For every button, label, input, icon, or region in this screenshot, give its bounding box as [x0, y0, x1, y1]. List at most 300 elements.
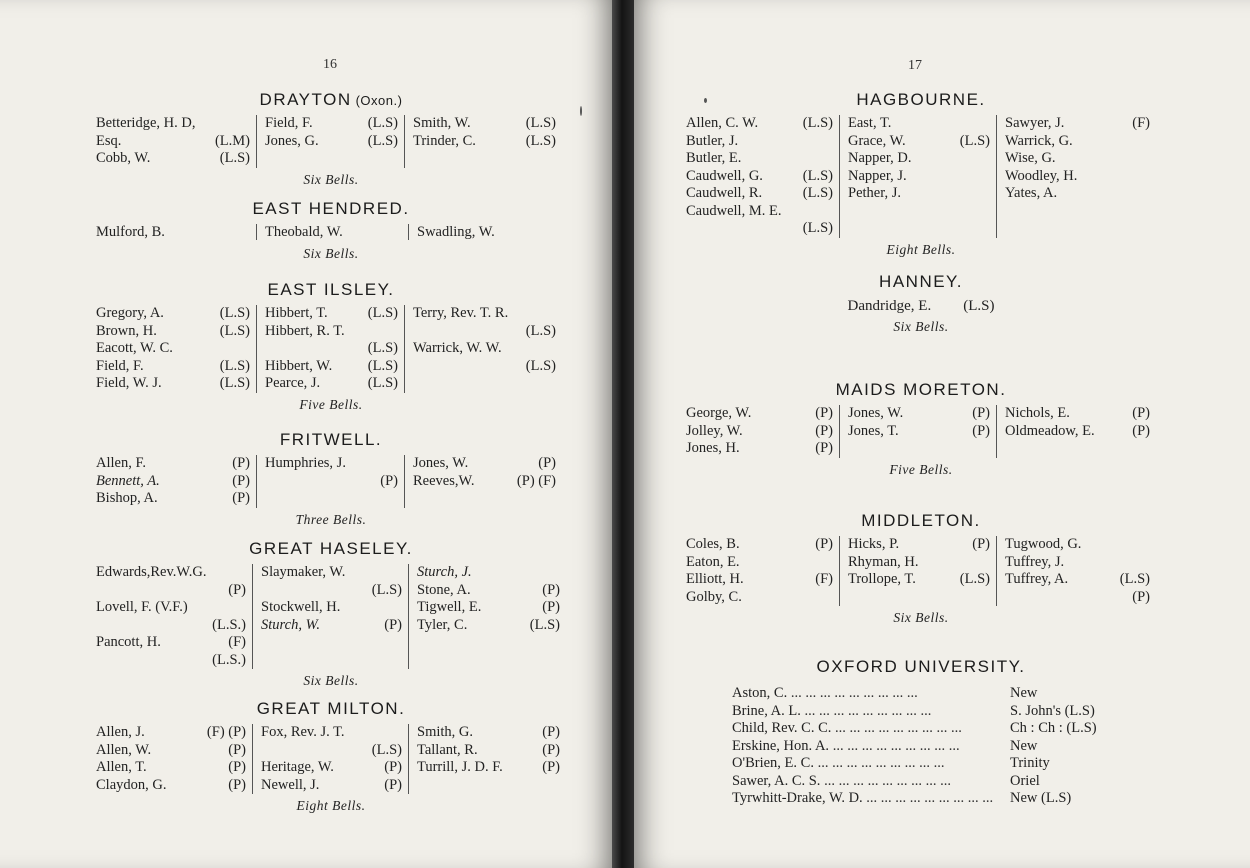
ringer-tag: (P): [384, 616, 402, 633]
ringer-entry: [1005, 133, 1156, 151]
section-hanney: [686, 272, 1156, 335]
ringer-name: George, W.: [686, 405, 752, 421]
ringer-column: [839, 536, 996, 606]
ringer-entry: [96, 634, 252, 652]
ringer-columns: [686, 115, 1156, 238]
ringer-tag: (L.S): [371, 581, 402, 598]
ringer-tag: (P): [542, 581, 560, 598]
ringer-name: Hibbert, W.: [265, 357, 333, 374]
ringer-name: Oldmeadow, E.: [1005, 422, 1095, 439]
ringer-entry: [686, 298, 1156, 315]
ringer-name: Golby, C.: [686, 588, 742, 605]
ringer-entry: [1005, 423, 1156, 441]
ringer-column: [996, 115, 1156, 238]
ringer-tag: (L.S): [529, 616, 560, 633]
ringer-name: Lovell, F. (V.F.): [96, 599, 188, 615]
section-title: [686, 380, 1156, 400]
ringer-name: Eaton, E.: [686, 553, 740, 570]
bells-count: Six Bells.: [303, 171, 359, 187]
ringer-entry: [417, 564, 566, 582]
ringer-name: Stockwell, H.: [261, 599, 341, 615]
section-maids-moreton: [686, 380, 1156, 478]
member-name: Child, Rev. C. C. ... .: [732, 720, 1010, 738]
ringer-tag: [829, 203, 839, 221]
college-name: Trinity: [1010, 755, 1050, 771]
ringer-tag: [398, 564, 408, 582]
ringer-name: Heritage, W.: [261, 759, 334, 775]
ringer-tag: (L.S): [802, 185, 833, 201]
ringer-tag: (L.S): [219, 375, 250, 391]
ringer-tag: [398, 724, 408, 742]
bells-count: Three Bells.: [295, 511, 367, 527]
college-name: S. John's (L.S): [1010, 702, 1095, 719]
ringer-tag: [246, 224, 256, 242]
ringer-column: [252, 564, 408, 669]
member-name: Sawer, A. C. S. ... .: [732, 773, 1010, 791]
ringer-entry: [96, 323, 256, 341]
university-entry: [732, 720, 1156, 738]
ringer-tag: [986, 115, 996, 133]
ringer-entry: [848, 115, 996, 133]
ringer-entry: [686, 536, 839, 554]
section-oxford-university: [686, 657, 1156, 808]
ringer-column: [96, 224, 256, 242]
ringer-column: [408, 724, 566, 794]
ringer-tag: [552, 305, 562, 323]
ringer-tag: (P): [1132, 588, 1150, 605]
ringer-entry: [686, 220, 839, 238]
ringer-tag: (L.S): [367, 357, 398, 374]
ringer-name: Tallant, R.: [417, 741, 478, 758]
ringer-name: Warrick, W. W.: [413, 340, 502, 356]
ringer-entry: [686, 115, 839, 133]
ringer-name: Allen, C. W.: [686, 115, 759, 131]
ringer-entry: [413, 358, 562, 376]
member-name: O'Brien, E. C. ... .: [732, 755, 1010, 773]
ringer-column: [96, 305, 256, 393]
ringer-tag: (L.S): [367, 132, 398, 149]
ringer-tag: (P): [228, 759, 246, 775]
university-entry: [732, 703, 1156, 721]
ringer-entry: [261, 599, 408, 617]
ringer-entry: [96, 473, 256, 491]
ringer-tag: (P): [542, 724, 560, 740]
ringer-entry: [96, 724, 252, 742]
ringer-entry: [848, 405, 996, 423]
ringer-tag: [1146, 554, 1156, 572]
member-name: Brine, A. L. ... .: [732, 703, 1010, 721]
ringer-entry: [265, 473, 404, 491]
ringer-entry: [265, 224, 408, 242]
section-title-text: EAST HENDRED.: [252, 199, 410, 218]
ringer-name: Tyler, C.: [417, 616, 468, 633]
university-entry: [732, 685, 1156, 703]
college-name: New (L.S): [1010, 790, 1072, 806]
section-title-text: DRAYTON: [259, 90, 352, 109]
section-title-text: EAST ILSLEY.: [267, 280, 395, 299]
ringer-tag: (P): [542, 599, 560, 615]
ringer-column: [686, 115, 839, 238]
ringer-tag: (L.S): [219, 357, 250, 374]
ringer-column: [256, 115, 404, 168]
ringer-name: Theobald, W.: [265, 224, 343, 240]
ringer-name: Nichols, E.: [1005, 405, 1070, 421]
ringer-entry: [96, 115, 256, 133]
section-drayton: [96, 90, 566, 188]
ringer-name: Allen, W.: [96, 741, 152, 758]
ringer-entry: [96, 490, 256, 508]
ringer-column: [686, 536, 839, 606]
ringer-tag: [829, 554, 839, 572]
section-title: [686, 272, 1156, 292]
ringer-tag: (L.S): [525, 132, 556, 149]
ringer-tag: (F): [1132, 115, 1150, 131]
ringer-entry: [96, 305, 256, 323]
ringer-column: [404, 305, 562, 393]
ringer-entry: [413, 455, 562, 473]
ringer-tag: (P): [228, 776, 246, 793]
ringer-entry: [848, 571, 996, 589]
ringer-name: Allen, F.: [96, 455, 146, 471]
ringer-entry: [96, 564, 252, 582]
ringer-tag: (P): [232, 455, 250, 471]
ringer-tag: (P): [1132, 422, 1150, 439]
section-great-haseley: [96, 539, 566, 689]
ringer-entry: [413, 323, 562, 341]
ringer-tag: [552, 340, 562, 358]
ringer-tag: [829, 589, 839, 607]
ringer-entry: [265, 358, 404, 376]
ringer-name: Napper, D.: [848, 150, 912, 166]
ringer-name: Gregory, A.: [96, 305, 164, 321]
ringer-name: Tuffrey, A.: [1005, 571, 1069, 587]
ringer-name: Rhyman, H.: [848, 553, 919, 570]
page-number: 16: [323, 57, 337, 72]
ringer-name: Hibbert, R. T.: [265, 322, 345, 339]
ringer-name: Caudwell, R.: [686, 185, 763, 201]
ringer-name: Field, F.: [265, 115, 313, 131]
ringer-name: Edwards,Rev.W.G.: [96, 564, 207, 580]
ringer-entry: [96, 455, 256, 473]
ringer-name: Fox, Rev. J. T.: [261, 724, 345, 740]
ringer-column: [839, 115, 996, 238]
ringer-entry: [417, 224, 566, 242]
ringer-name: Pancott, H.: [96, 634, 161, 650]
ringer-tag: (P): [542, 759, 560, 775]
ringer-name: Jolley, W.: [686, 422, 743, 439]
ringer-column: [96, 115, 256, 168]
ringer-tag: (L.S): [219, 150, 250, 166]
ringer-entry: [1005, 150, 1156, 168]
ringer-entry: [686, 168, 839, 186]
ringer-tag: [246, 340, 256, 358]
college-name: Ch : Ch : (L.S): [1010, 720, 1097, 736]
section-subtitle: (Oxon.): [355, 93, 403, 108]
ringer-column: [96, 724, 252, 794]
ringer-name: Esq.: [96, 132, 122, 149]
ringer-name: Tigwell, E.: [417, 599, 482, 615]
ringer-entry: [96, 777, 252, 795]
ringer-tag: (L.S): [367, 305, 398, 321]
ringer-name: Trollope, T.: [848, 571, 916, 587]
ringer-entry: [848, 133, 996, 151]
ringer-name: East, T.: [848, 115, 892, 131]
ringer-tag: (P): [380, 472, 398, 489]
ringer-columns: [96, 115, 566, 168]
bells-count: Six Bells.: [893, 610, 949, 625]
ringer-tag: [398, 599, 408, 617]
ringer-name: Warrick, G.: [1005, 132, 1073, 149]
ringer-entry: [417, 599, 566, 617]
ringer-entry: [686, 423, 839, 441]
section-title: [96, 90, 566, 110]
ringer-entry: [1005, 536, 1156, 554]
ringer-tag: [556, 564, 566, 582]
ringer-name: Swadling, W.: [417, 224, 495, 240]
ringer-entry: [96, 599, 252, 617]
ringer-entry: [261, 759, 408, 777]
ringer-entry: [686, 589, 839, 607]
ringer-columns: [686, 405, 1156, 458]
ringer-name: Tuffrey, J.: [1005, 553, 1065, 570]
ringer-tag: (L.S): [1119, 571, 1150, 587]
ringer-tag: (P) (F): [516, 472, 556, 489]
ringer-tag: (L.S): [367, 375, 398, 391]
university-entry: [732, 738, 1156, 756]
ringer-entry: [1005, 589, 1156, 607]
ringer-name: Sturch, J.: [417, 564, 472, 580]
ringer-name: Caudwell, G.: [686, 167, 763, 184]
ringer-entry: [96, 150, 256, 168]
ringer-entry: [96, 133, 256, 151]
ringer-name: Wise, G.: [1005, 150, 1056, 166]
ringer-entry: [265, 323, 404, 341]
ringer-tag: (L.S.): [212, 616, 246, 633]
ringer-entry: [686, 405, 839, 423]
ringer-columns: [96, 455, 566, 508]
ringer-entry: [96, 759, 252, 777]
ringer-tag: [398, 224, 408, 242]
ringer-entry: [417, 617, 566, 635]
section-title-text: HAGBOURNE.: [856, 90, 986, 109]
ringer-entry: [1005, 554, 1156, 572]
ink-mark: [704, 98, 707, 103]
ringer-name: Reeves,W.: [413, 472, 475, 489]
ringer-name: Jones, W.: [848, 405, 904, 421]
ringer-name: Jones, H.: [686, 440, 740, 456]
ringer-entry: [417, 582, 566, 600]
ringer-entry: [413, 305, 562, 323]
ringer-name: Terry, Rev. T. R.: [413, 305, 509, 321]
ringer-entry: [848, 185, 996, 203]
section-east-ilsley: [96, 280, 566, 413]
ringer-tag: [246, 115, 256, 133]
bells-count: Six Bells.: [893, 319, 949, 334]
ringer-tag: (L.S): [802, 220, 833, 236]
ringer-name: Brown, H.: [96, 322, 157, 339]
ringer-column: [408, 224, 566, 240]
ringer-column: [408, 564, 566, 669]
ringer-tag: (L.S): [802, 167, 833, 184]
ringer-tag: (P): [538, 455, 556, 471]
ringer-name: Smith, W.: [413, 115, 471, 131]
ringer-tag: [1146, 168, 1156, 186]
ringer-entry: [265, 305, 404, 323]
ringer-name: Humphries, J.: [265, 455, 346, 471]
member-name: Erskine, Hon. A. ... .: [732, 738, 1010, 756]
ringer-entry: [261, 777, 408, 795]
ringer-name: Butler, E.: [686, 150, 742, 166]
university-list: [686, 685, 1156, 808]
right-page: [634, 0, 1250, 868]
section-title: [96, 280, 566, 300]
ringer-tag: (P): [232, 472, 250, 489]
ringer-name: Yates, A.: [1005, 185, 1058, 201]
ringer-name: Field, F.: [96, 357, 144, 374]
ringer-entry: [686, 150, 839, 168]
bells-count: Five Bells.: [889, 461, 953, 477]
ringer-tag: (P): [384, 776, 402, 793]
section-title: [96, 199, 566, 219]
ringer-tag: (L.S): [525, 115, 556, 131]
bells-count: Eight Bells.: [886, 241, 956, 257]
ringer-entry: [96, 582, 252, 600]
ringer-tag: [986, 150, 996, 168]
ringer-tag: (P): [228, 581, 246, 598]
ringer-tag: (L.S): [959, 571, 990, 587]
ringer-name: Eacott, W. C.: [96, 340, 173, 356]
section-title: [686, 511, 1156, 531]
section-title: [96, 699, 566, 719]
ringer-entry: [686, 554, 839, 572]
ringer-tag: (L.S): [963, 298, 995, 314]
ringer-tag: (P): [542, 741, 560, 758]
ringer-tag: [394, 323, 404, 341]
section-title: [686, 90, 1156, 110]
ringer-name: Hicks, P.: [848, 536, 900, 552]
ringer-columns: [96, 224, 566, 242]
ringer-entry: [413, 340, 562, 358]
ringer-tag: (F) (P): [206, 724, 246, 740]
ringer-name: Bishop, A.: [96, 490, 158, 506]
ringer-entry: [96, 340, 256, 358]
ringer-name: Napper, J.: [848, 167, 907, 184]
ringer-tag: (P): [972, 405, 990, 421]
college-name: New: [1010, 685, 1038, 701]
book-gutter: [612, 0, 634, 868]
ringer-entry: [261, 564, 408, 582]
ringer-name: Dandridge, E.: [847, 298, 932, 314]
ringer-entry: [686, 133, 839, 151]
ringer-column: [404, 115, 562, 168]
section-title: [96, 539, 566, 559]
section-title-text: MIDDLETON.: [861, 511, 981, 530]
ringer-entry: [848, 536, 996, 554]
ringer-entry: [96, 742, 252, 760]
ringer-tag: [242, 599, 252, 617]
bells-count: Six Bells.: [303, 673, 359, 688]
ringer-tag: (P): [815, 440, 833, 456]
ringer-name: Turrill, J. D. F.: [417, 759, 503, 775]
ringer-tag: (L.S): [802, 115, 833, 131]
ringer-tag: (F): [228, 634, 246, 650]
ringer-name: Jones, T.: [848, 422, 899, 439]
ringer-name: Elliott, H.: [686, 571, 744, 587]
section-title: [96, 430, 566, 450]
section-title-text: OXFORD UNIVERSITY.: [816, 657, 1026, 676]
ringer-name: Butler, J.: [686, 132, 739, 149]
ringer-entry: [848, 423, 996, 441]
ringer-entry: [686, 571, 839, 589]
ringer-entry: [1005, 185, 1156, 203]
member-name: Aston, C. ... .: [732, 685, 1010, 703]
ringer-entry: [261, 742, 408, 760]
ringer-column: [996, 405, 1156, 458]
college-name: Oriel: [1010, 772, 1040, 789]
ringer-column: [996, 536, 1156, 606]
ringer-column: [404, 455, 562, 508]
ringer-name: Trinder, C.: [413, 132, 476, 149]
ringer-name: Cobb, W.: [96, 150, 151, 166]
ringer-entry: [261, 724, 408, 742]
ringer-entry: [265, 375, 404, 393]
ringer-tag: [986, 168, 996, 186]
ringer-tag: (L.S): [371, 741, 402, 758]
ringer-entry: [265, 115, 404, 133]
ringer-columns: [96, 724, 566, 794]
ringer-tag: (L.S): [367, 340, 398, 356]
section-title-text: FRITWELL.: [279, 430, 383, 449]
ringer-name: Allen, J.: [96, 724, 145, 740]
section-fritwell: [96, 430, 566, 528]
section-title-text: MAIDS MORETON.: [835, 380, 1007, 399]
ringer-name: Coles, B.: [686, 536, 740, 552]
ringer-tag: [986, 554, 996, 572]
section-title: [686, 657, 1156, 677]
ringer-tag: [1146, 536, 1156, 554]
ringer-entry: [265, 455, 404, 473]
section-title-text: GREAT HASELEY.: [249, 539, 413, 558]
ringer-name: Jones, W.: [413, 455, 469, 471]
ringer-entry: [413, 133, 562, 151]
ringer-entry: [848, 168, 996, 186]
ringer-tag: [829, 150, 839, 168]
university-entry: [732, 773, 1156, 791]
ringer-entry: [686, 185, 839, 203]
university-entry: [732, 790, 1156, 808]
member-name: Tyrwhitt-Drake, W. D. ... .: [732, 790, 1010, 808]
ringer-name: Allen, T.: [96, 759, 147, 775]
ringer-tag: [1146, 133, 1156, 151]
ringer-entry: [265, 340, 404, 358]
section-great-milton: [96, 699, 566, 814]
college-name: New: [1010, 737, 1038, 754]
ringer-tag: [394, 455, 404, 473]
section-title-text: HANNEY.: [879, 272, 963, 291]
ringer-name: Slaymaker, W.: [261, 564, 346, 580]
ringer-tag: (L.S): [525, 322, 556, 339]
ringer-tag: (P): [1132, 405, 1150, 421]
ringer-name: Grace, W.: [848, 132, 906, 149]
bells-count: Eight Bells.: [296, 798, 366, 813]
ringer-column: [96, 564, 252, 669]
ringer-column: [96, 455, 256, 508]
ringer-entry: [1005, 115, 1156, 133]
ringer-entry: [96, 617, 252, 635]
bells-count: Six Bells.: [303, 245, 359, 261]
ringer-tag: (L.M): [214, 132, 250, 149]
ringer-name: Field, W. J.: [96, 375, 162, 391]
